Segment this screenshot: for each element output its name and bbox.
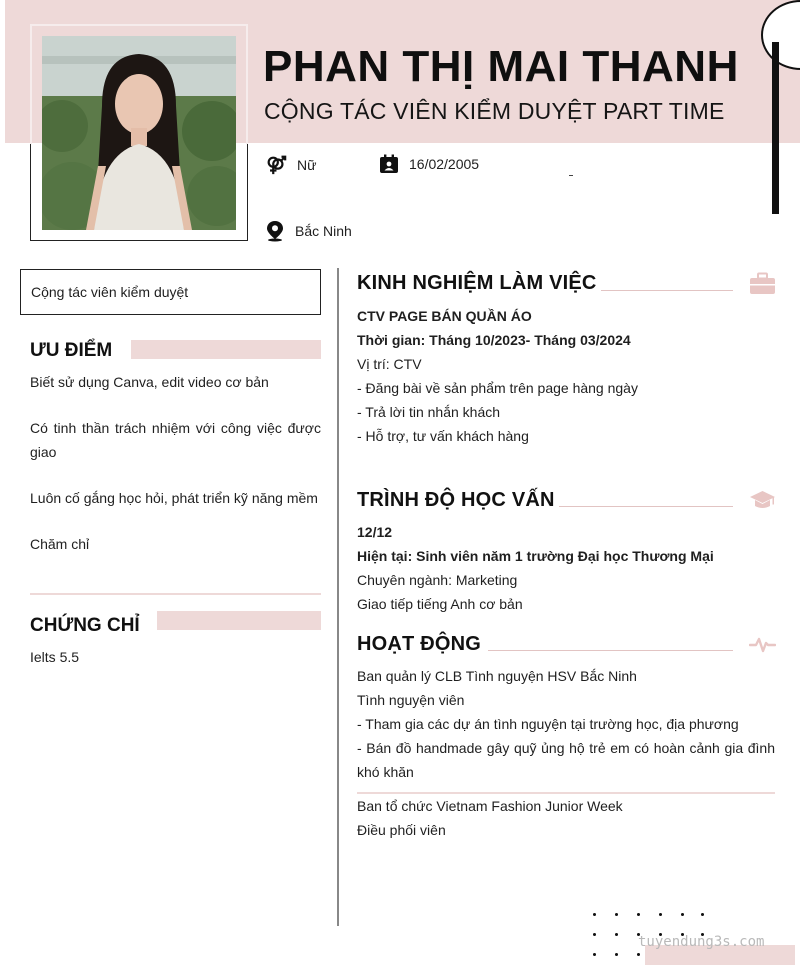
strengths-heading-bar [131, 340, 321, 359]
education-current: Hiện tại: Sinh viên năm 1 trường Đại học Thương Mại [357, 548, 714, 564]
watermark: tuyendung3s.com [638, 934, 765, 950]
gender-icon [265, 154, 287, 176]
gender-info [265, 154, 316, 176]
briefcase-icon [749, 272, 776, 301]
map-pin-icon [265, 220, 285, 242]
education-level: 12/12 [357, 524, 393, 540]
education-heading: TRÌNH ĐỘ HỌC VẤN [357, 489, 555, 511]
gender-value: Nữ [297, 157, 317, 173]
experience-position: Vị trí: CTV [357, 356, 422, 372]
certificates-heading: CHỨNG CHỈ [30, 615, 140, 636]
strength-item: Có tinh thần trách nhiệm với công việc được giao [30, 420, 321, 460]
objective-text: Cộng tác viên kiểm duyệt [31, 284, 189, 300]
section-divider [30, 593, 321, 595]
avatar [42, 36, 236, 230]
strengths-heading: ƯU ĐIỂM [30, 340, 113, 361]
activity-org: Ban quản lý CLB Tình nguyện HSV Bắc Ninh [357, 668, 637, 684]
experience-task: - Đăng bài về sản phẩm trên page hàng ngày [357, 380, 638, 396]
activity-org: Ban tổ chức Vietnam Fashion Junior Week [357, 798, 623, 814]
activity-role: Tình nguyện viên [357, 692, 465, 708]
experience-period: Thời gian: Tháng 10/2023- Tháng 03/2024 [357, 332, 631, 348]
calendar-id-icon [379, 154, 399, 174]
column-divider [337, 268, 339, 926]
certificate-item: Ielts 5.5 [30, 649, 80, 665]
education-major: Chuyên ngành: Marketing [357, 572, 518, 588]
birthdate-value: 16/02/2005 [409, 156, 480, 172]
objective-box [20, 269, 321, 315]
location-info [265, 220, 352, 242]
pulse-icon [749, 635, 776, 660]
candidate-name: PHAN THỊ MAI THANH [263, 42, 739, 91]
experience-task: - Hỗ trợ, tư vấn khách hàng [357, 428, 529, 444]
activity-task: - Bán đồ handmade gây quỹ ủng hộ trẻ em có hoàn cảnh gia đình khó khăn [357, 740, 775, 780]
strength-item: Biết sử dụng Canva, edit video cơ bản [30, 374, 269, 390]
decorative-vertical-bar [772, 42, 779, 214]
birthdate-info [379, 154, 479, 174]
graduation-cap-icon [749, 490, 776, 515]
experience-rule [601, 290, 733, 291]
education-block [357, 520, 775, 616]
certificates-heading-bar [157, 611, 321, 630]
activities-block-2 [357, 794, 775, 842]
candidate-role: CỘNG TÁC VIÊN KIỂM DUYỆT PART TIME [264, 98, 725, 124]
activity-role: Điều phối viên [357, 822, 446, 838]
education-english: Giao tiếp tiếng Anh cơ bản [357, 596, 523, 612]
activity-task: - Tham gia các dự án tình nguyện tại trường học, địa phương [357, 716, 739, 732]
experience-heading: KINH NGHIỆM LÀM VIỆC [357, 272, 597, 294]
activities-heading: HOẠT ĐỘNG [357, 633, 482, 655]
dash-mark [569, 175, 573, 176]
strength-item: Luôn cố gắng học hỏi, phát triển kỹ năng mềm [30, 490, 318, 506]
activities-block [357, 664, 775, 784]
activities-rule [488, 650, 733, 651]
experience-company: CTV PAGE BÁN QUẦN ÁO [357, 308, 532, 324]
strength-item: Chăm chỉ [30, 536, 90, 552]
education-rule [559, 506, 733, 507]
location-value: Bắc Ninh [295, 223, 352, 239]
experience-task: - Trả lời tin nhắn khách [357, 404, 501, 420]
experience-block [357, 304, 775, 448]
